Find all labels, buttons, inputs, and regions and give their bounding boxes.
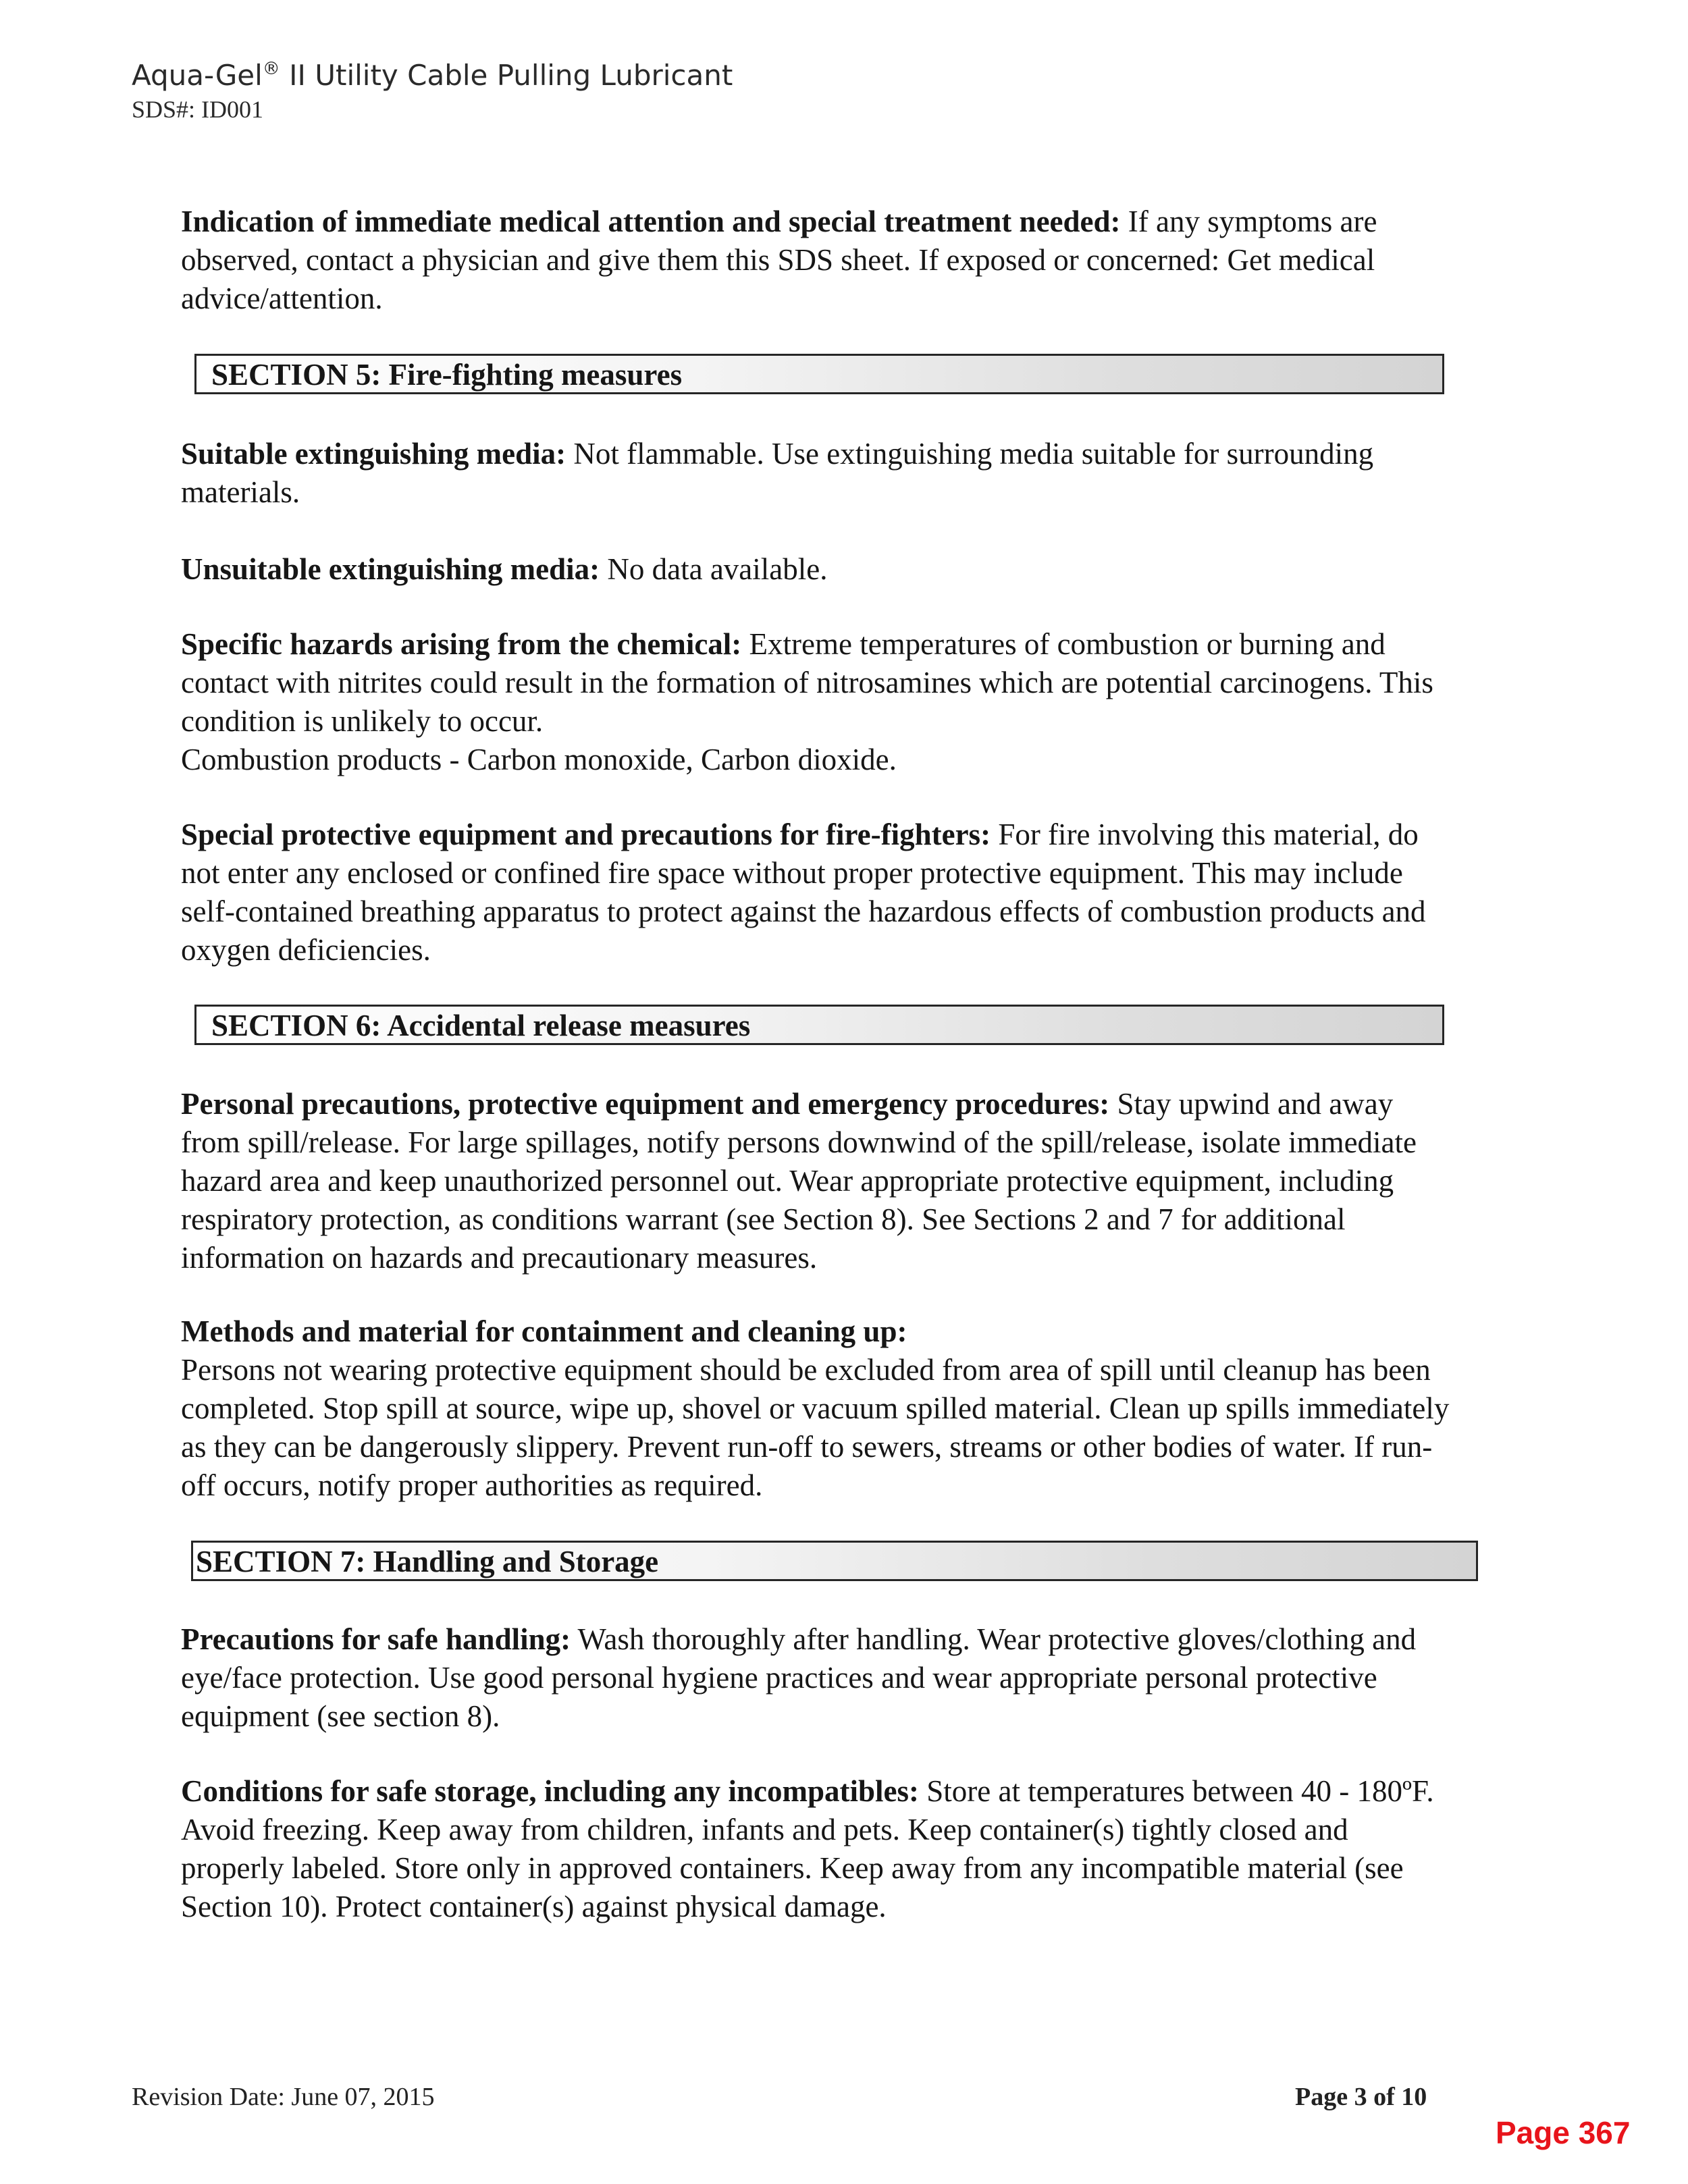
paragraph-text: Not flammable. Use extinguishing media suitable for surrounding materials.: [181, 437, 1374, 509]
sds-number: SDS#: ID001: [132, 96, 264, 123]
section-title: SECTION 7: Handling and Storage: [196, 1545, 659, 1578]
section-5-heading: [194, 354, 1444, 394]
safe-handling-paragraph: [181, 1620, 1450, 1736]
paragraph-text: Stay upwind and away from spill/release. For large spillages, notify persons downwind of the spill/release, isolate immediate hazard area and keep unauthorized personnel out. Wear appropriate protective equipment, including respiratory protection, as conditions warrant (see Section 8). See Sections 2 and 7 for additional information on hazards and precautionary measures.: [181, 1087, 1417, 1275]
paragraph-label: Specific hazards arising from the chemical:: [181, 627, 742, 661]
document-header: [132, 57, 1144, 124]
suitable-media-paragraph: [181, 435, 1450, 512]
section-7-heading: [191, 1541, 1478, 1581]
medical-attention-paragraph: [181, 203, 1450, 318]
section-title: SECTION 6: Accidental release measures: [211, 1009, 751, 1042]
combustion-products-line: Combustion products - Carbon monoxide, Carbon dioxide.: [181, 743, 897, 776]
containment-paragraph: [181, 1312, 1450, 1505]
product-title: [132, 57, 1144, 95]
revision-date: Revision Date: June 07, 2015: [132, 2083, 435, 2111]
paragraph-label: Precautions for safe handling:: [181, 1622, 571, 1656]
page-number: Page 3 of 10: [1295, 2083, 1427, 2111]
paragraph-label: Suitable extinguishing media:: [181, 437, 566, 471]
section-6-heading: [194, 1005, 1444, 1045]
paragraph-text: If any symptoms are observed, contact a physician and give them this SDS sheet. If exposed or concerned: Get medical advice/attention.: [181, 205, 1377, 315]
paragraph-text: For fire involving this material, do not enter any enclosed or confined fire space without proper protective equipment. This may include self-contained breathing apparatus to protect against the hazardous effects of combustion products and oxygen deficiencies.: [181, 818, 1426, 967]
personal-precautions-paragraph: [181, 1085, 1450, 1277]
paragraph-text: Persons not wearing protective equipment should be excluded from area of spill until cleanup has been completed. Stop spill at source, wipe up, shovel or vacuum spilled material. Clean up spills immediately as they can be dangerously slippery. Prevent run-off to sewers, streams or other bodies of water. If run-off occurs, notify proper authorities as required.: [181, 1353, 1450, 1502]
firefighter-ppe-paragraph: [181, 816, 1450, 969]
specific-hazards-paragraph: [181, 625, 1450, 779]
product-name-suffix: II Utility Cable Pulling Lubricant: [280, 59, 733, 92]
paragraph-text: Wash thoroughly after handling. Wear protective gloves/clothing and eye/face protection. Use good personal hygiene practices and wear appropriate personal protective equipment (see section 8).: [181, 1622, 1417, 1733]
paragraph-text: No data available.: [600, 552, 828, 586]
safe-storage-paragraph: [181, 1772, 1450, 1926]
paragraph-label: Conditions for safe storage, including any incompatibles:: [181, 1774, 920, 1808]
section-title: SECTION 5: Fire-fighting measures: [211, 358, 683, 392]
page-stamp: Page 367: [1496, 2115, 1631, 2150]
paragraph-label: Special protective equipment and precautions for fire-fighters:: [181, 818, 991, 851]
paragraph-text: Store at temperatures between 40 - 180ºF. Avoid freezing. Keep away from children, infants and pets. Keep container(s) tightly closed and properly labeled. Store only in approved containers. Keep away from any incompatible material (see Section 10). Protect container(s) against physical damage.: [181, 1774, 1434, 1923]
product-name: Aqua-Gel: [132, 59, 263, 92]
paragraph-text: Extreme temperatures of combustion or burning and contact with nitrites could result in the formation of nitrosamines which are potential carcinogens. This condition is unlikely to occur.: [181, 627, 1433, 738]
registered-mark: ®: [262, 59, 280, 79]
unsuitable-media-paragraph: [181, 550, 1450, 589]
paragraph-label: Methods and material for containment and cleaning up:: [181, 1314, 907, 1348]
paragraph-label: Indication of immediate medical attention and special treatment needed:: [181, 205, 1121, 238]
paragraph-label: Personal precautions, protective equipment and emergency procedures:: [181, 1087, 1110, 1121]
paragraph-label: Unsuitable extinguishing media:: [181, 552, 600, 586]
